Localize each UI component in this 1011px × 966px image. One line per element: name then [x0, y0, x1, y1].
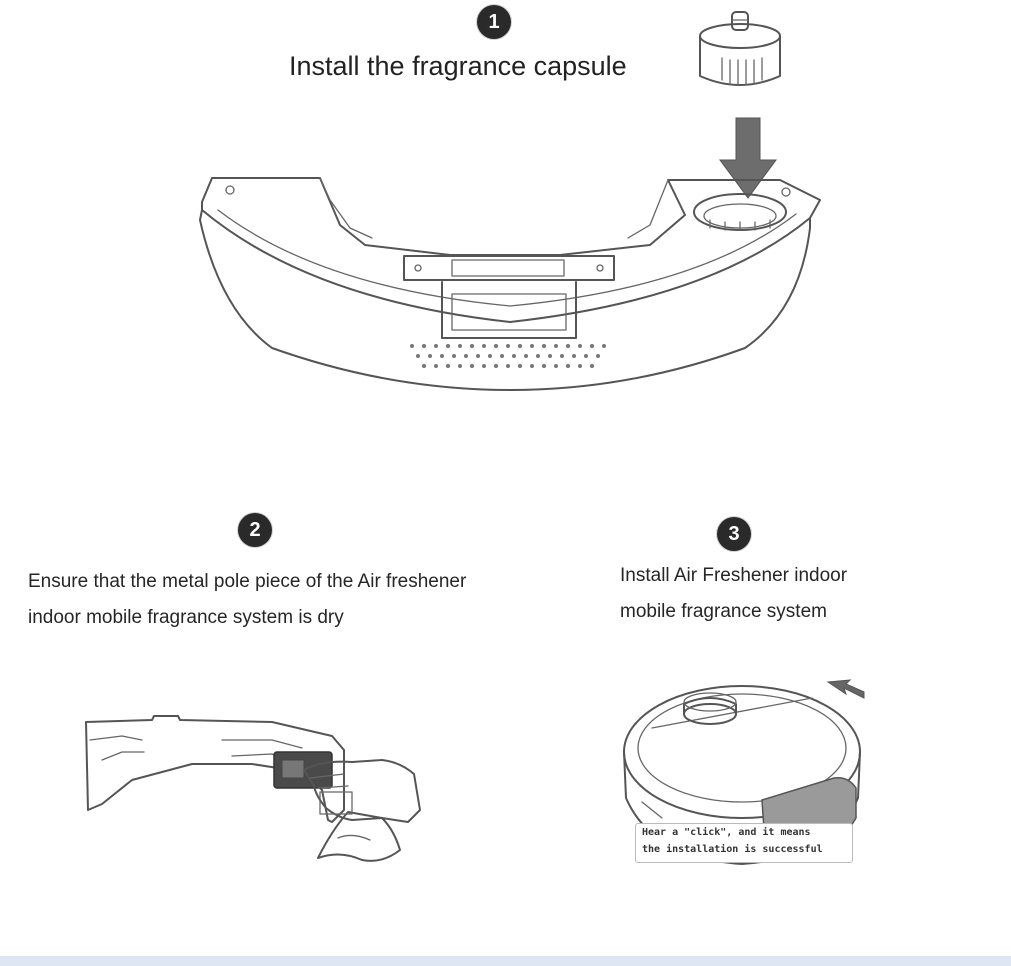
- tank-cleaning-illustration: [82, 700, 422, 870]
- step-2-number: 2: [249, 518, 261, 541]
- step-3-badge: [717, 517, 751, 551]
- step-2-badge: [238, 513, 272, 547]
- step-1-caption: Install the fragrance capsule: [289, 51, 627, 81]
- note-line2: the installation is successful: [642, 844, 823, 855]
- step-3-caption-line2: mobile fragrance system: [620, 601, 827, 622]
- step-3-caption-line1: Install Air Freshener indoor: [620, 565, 848, 586]
- water-tank-illustration: [190, 170, 830, 400]
- step-1-number: 1: [488, 10, 500, 33]
- step-2-caption-line2: indoor mobile fragrance system is dry: [28, 607, 344, 628]
- note-line1: Hear a "click", and it means: [642, 827, 811, 838]
- insert-arrow-icon: [826, 676, 866, 702]
- click-note-box: [635, 823, 853, 863]
- bottom-band: [0, 956, 1011, 966]
- fragrance-capsule-icon: [694, 8, 786, 96]
- step-2-caption-line1: Ensure that the metal pole piece of the Air freshener: [28, 571, 467, 592]
- step-1-badge: [477, 5, 511, 39]
- step-3-number: 3: [728, 522, 740, 545]
